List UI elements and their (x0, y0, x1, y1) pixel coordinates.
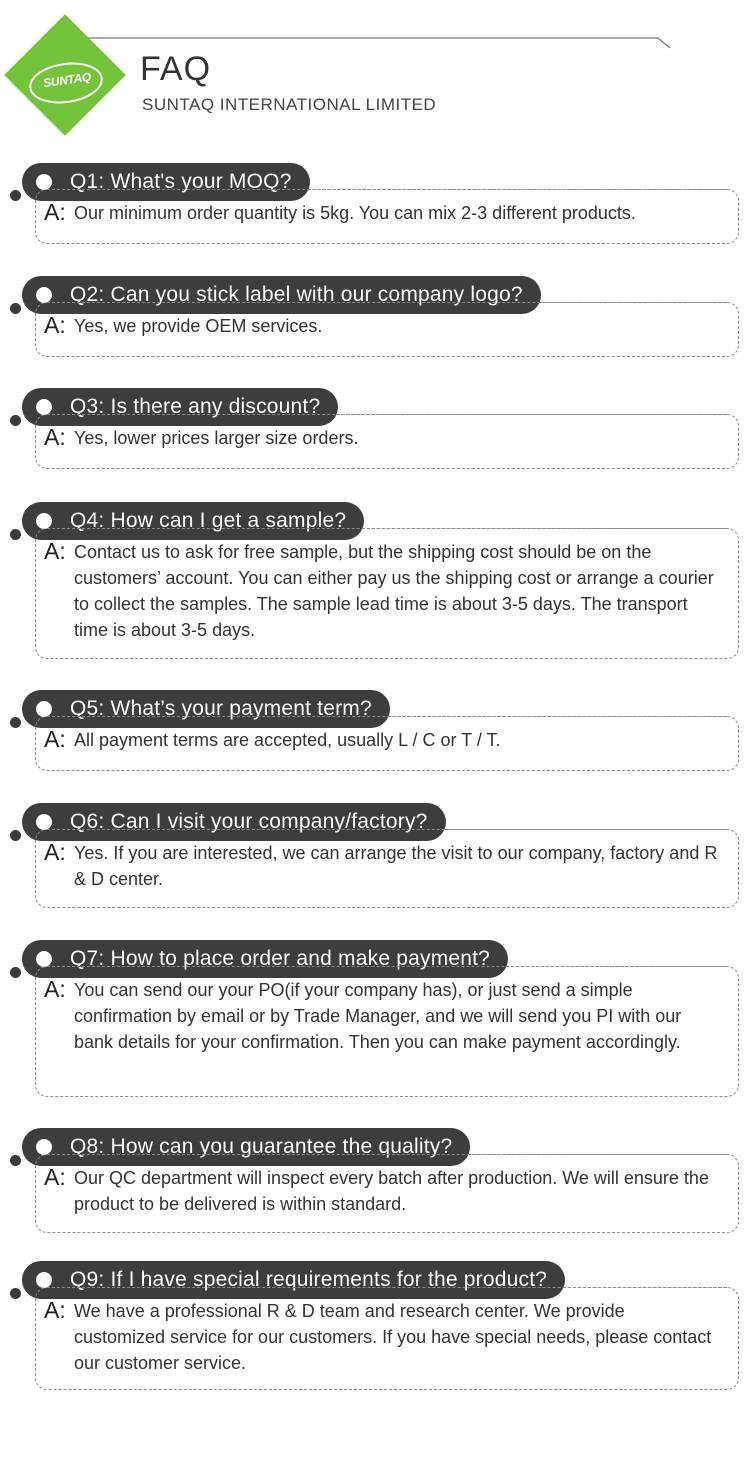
bullet-icon (10, 1288, 21, 1299)
faq-answer-box (35, 1154, 739, 1233)
faq-question: Q6: Can I visit your company/factory? (22, 803, 446, 841)
question-connector-line (468, 1154, 727, 1155)
answer-label: A: (44, 538, 66, 564)
faq-question: Q2: Can you stick label with our company logo? (22, 276, 541, 314)
faq-answer-box (35, 189, 739, 244)
faq-answer-box (35, 966, 739, 1097)
faq-question: Q7: How to place order and make payment? (22, 940, 508, 978)
faq-question: Q8: How can you guarantee the quality? (22, 1128, 470, 1166)
question-connector-line (388, 716, 727, 717)
answer-label: A: (44, 199, 66, 225)
company-name: SUNTAQ INTERNATIONAL LIMITED (142, 95, 437, 114)
bullet-icon (10, 529, 21, 540)
company-logo: SUNTAQ (42, 69, 92, 91)
bullet-icon (10, 830, 21, 841)
page-title: FAQ (140, 50, 212, 88)
faq-answer: Yes, lower prices larger size orders. (74, 428, 359, 448)
faq-answer: Our QC department will inspect every batch after production. We will ensure the product to be delivered is within standard. (74, 1168, 709, 1214)
bullet-icon (10, 303, 21, 314)
bullet-icon (10, 190, 21, 201)
faq-answer: Yes. If you are interested, we can arrange the visit to our company, factory and R & D center. (74, 843, 718, 889)
faq-answer: Yes, we provide OEM services. (74, 316, 323, 336)
faq-answer: You can send our your PO(if your company has), or just send a simple confirmation by email or by Trade Manager, and we will send you PI with our bank details for your confirmation. Then you can make payment accordingly. (74, 980, 682, 1052)
faq-answer: Contact us to ask for free sample, but the shipping cost should be on the customers’ account. You can either pay us the shipping cost or arrange a courier to collect the samples. The sample lead time is about 3-5 days. The transport time is about 3-5 days. (74, 542, 714, 640)
bullet-icon (10, 1155, 21, 1166)
faq-question: Q9: If I have special requirements for the product? (22, 1261, 565, 1299)
faq-answer-box (35, 302, 739, 357)
answer-label: A: (44, 839, 66, 865)
bullet-icon (10, 967, 21, 978)
answer-label: A: (44, 424, 66, 450)
question-connector-line (506, 966, 727, 967)
answer-label: A: (44, 1164, 66, 1190)
question-connector-line (336, 414, 727, 415)
question-connector-line (444, 829, 727, 830)
faq-answer: We have a professional R & D team and research center. We provide customized service for our customers. If you have special needs, please contact our customer service. (74, 1301, 712, 1373)
faq-answer-box (35, 716, 739, 771)
faq-question: Q4: How can I get a sample? (22, 502, 364, 540)
question-connector-line (539, 302, 727, 303)
question-connector-line (308, 189, 727, 190)
faq-question: Q3: Is there any discount? (22, 388, 338, 426)
answer-label: A: (44, 976, 66, 1002)
bullet-icon (10, 415, 21, 426)
faq-answer-box (35, 1287, 739, 1390)
bullet-icon (10, 717, 21, 728)
faq-answer: All payment terms are accepted, usually L / C or T / T. (74, 730, 501, 750)
question-connector-line (563, 1287, 727, 1288)
answer-label: A: (44, 726, 66, 752)
question-connector-line (362, 528, 727, 529)
header-rule (0, 0, 750, 60)
page-header (0, 0, 750, 150)
answer-label: A: (44, 312, 66, 338)
faq-question: Q1: What's your MOQ? (22, 163, 310, 201)
faq-answer-box (35, 829, 739, 908)
faq-answer-box (35, 414, 739, 469)
answer-label: A: (44, 1297, 66, 1323)
faq-question: Q5: What’s your payment term? (22, 690, 390, 728)
faq-answer: Our minimum order quantity is 5kg. You can mix 2-3 different products. (74, 203, 636, 223)
faq-answer-box (35, 528, 739, 659)
